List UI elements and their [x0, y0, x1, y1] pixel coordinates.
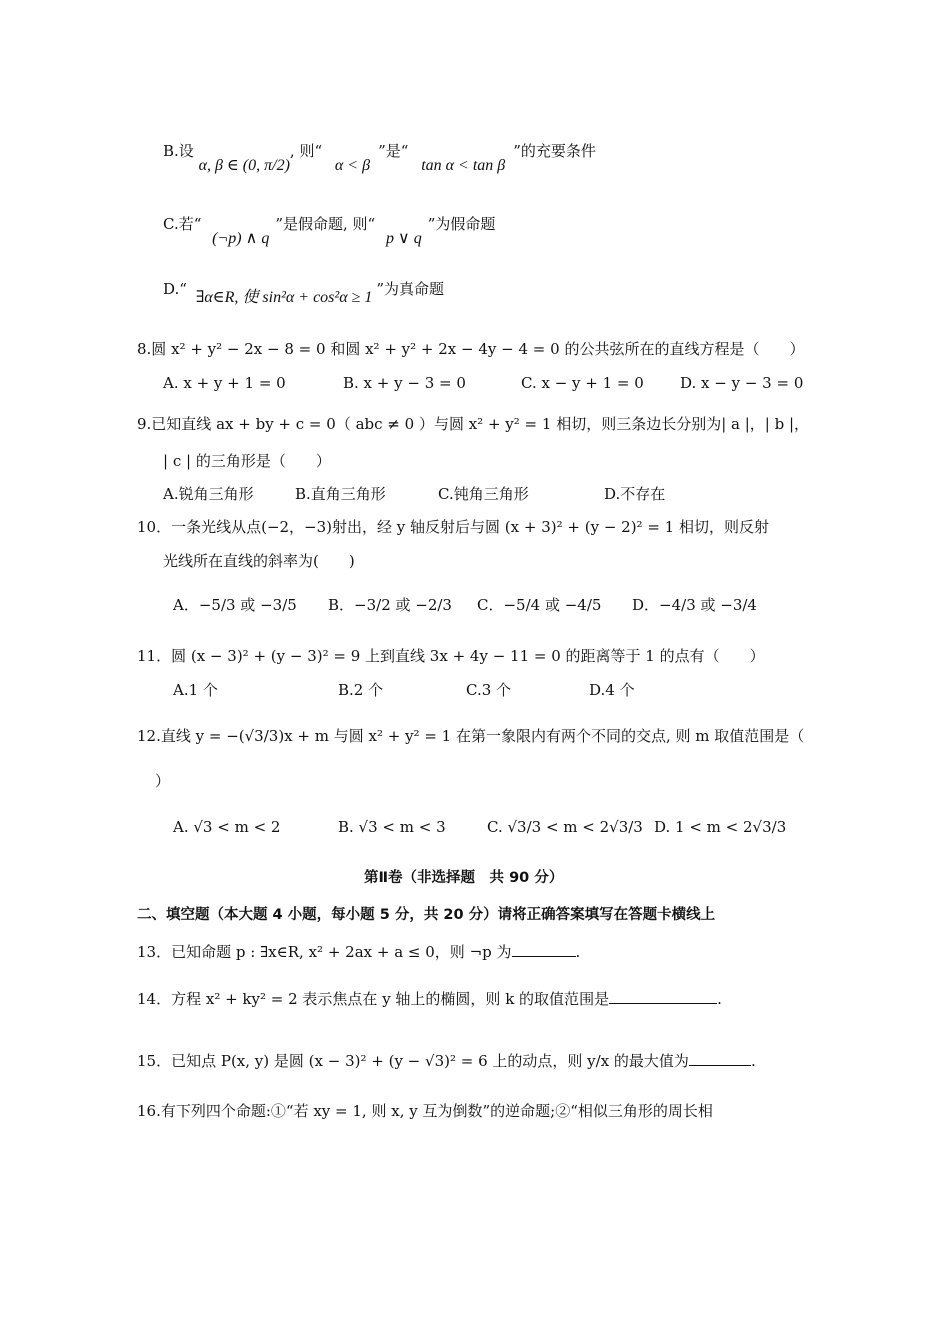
q12-option-a: A. √3 < m < 2 — [173, 818, 281, 836]
q9-option-d: D.不存在 — [604, 485, 666, 503]
q8-stem: 8.圆 x² + y² − 2x − 8 = 0 和圆 x² + y² + 2x − 4y − 4 = 0 的公共弦所在的直线方程是（ ） — [137, 340, 805, 358]
q13-prefix: 13．已知命题 p : ∃x∈R, x² + 2ax + a ≤ 0，则 ¬p 为 — [137, 943, 512, 961]
part2-title: 第Ⅱ卷（非选择题 共 90 分） — [364, 870, 564, 886]
q10-stem-line1: 10．一条光线从点(−2，−3)射出，经 y 轴反射后与圆 (x + 3)² + (y − 2)² = 1 相切，则反射 — [137, 518, 769, 536]
q7-option-b-mid2: ”是“ — [378, 142, 409, 160]
q7-option-c-math2: p ∨ q — [386, 230, 422, 247]
q14 — [137, 988, 722, 1009]
q10-option-b: B．−3/2 或 −2/3 — [328, 596, 452, 614]
q11-option-d: D.4 个 — [589, 681, 635, 699]
q7-option-c-suffix: ”为假命题 — [427, 215, 496, 233]
q9-option-a: A.锐角三角形 — [163, 485, 254, 503]
section2-heading: 二、填空题（本大题 4 小题，每小题 5 分，共 20 分）请将正确答案填写在答题卡横线上 — [137, 907, 716, 923]
q9-option-c: C.钝角三角形 — [438, 485, 529, 503]
q12-option-d: D. 1 < m < 2√3/3 — [654, 818, 787, 836]
q7-option-c-math1: (¬p) ∧ q — [212, 230, 270, 247]
q7-option-b-suffix: ”的充要条件 — [513, 142, 596, 160]
q7-option-c — [163, 213, 496, 247]
q13 — [137, 941, 580, 962]
q10-option-d: D．−4/3 或 −3/4 — [632, 596, 757, 614]
q7-option-b-math2: α < β — [334, 157, 371, 174]
q7-option-d-suffix: ”为真命题 — [376, 280, 445, 298]
q7-option-b-prefix: B.设 — [163, 142, 194, 160]
q9-stem-line1: 9.已知直线 ax + by + c = 0（ abc ≠ 0 ）与圆 x² + y² = 1 相切，则三条边长分别为| a |，| b |， — [137, 415, 810, 433]
q10-stem-line2: 光线所在直线的斜率为( ) — [163, 552, 355, 570]
q15-suffix: . — [750, 1052, 756, 1070]
q12-stem-line1: 12.直线 y = −(√3/3)x + m 与圆 x² + y² = 1 在第一象限内有两个不同的交点, 则 m 取值范围是（ — [137, 727, 805, 745]
q12-option-b: B. √3 < m < 3 — [338, 818, 446, 836]
q7-option-b-math3: tan α < tan β — [421, 157, 506, 174]
q11-stem: 11．圆 (x − 3)² + (y − 3)² = 9 上到直线 3x + 4y − 11 = 0 的距离等于 1 的点有（ ） — [137, 647, 765, 665]
q7-option-b-mid1: , 则“ — [289, 142, 323, 160]
q9-stem-line2: | c | 的三角形是（ ） — [163, 452, 331, 470]
q7-option-c-prefix: C.若“ — [163, 215, 202, 233]
q8-option-d: D. x − y − 3 = 0 — [680, 374, 804, 392]
q14-prefix: 14．方程 x² + ky² = 2 表示焦点在 y 轴上的椭圆，则 k 的取值范围是 — [137, 990, 610, 1008]
q7-option-b-math1: α, β ∈ (0, π/2) — [198, 157, 290, 174]
q10-option-c: C．−5/4 或 −4/5 — [477, 596, 602, 614]
q13-suffix: . — [575, 943, 581, 961]
q15-prefix: 15．已知点 P(x, y) 是圆 (x − 3)² + (y − √3)² = 6 上的动点，则 y/x 的最大值为 — [137, 1052, 689, 1070]
q8-option-b: B. x + y − 3 = 0 — [343, 374, 466, 392]
q11-option-b: B.2 个 — [338, 681, 384, 699]
q12-option-c: C. √3/3 < m < 2√3/3 — [487, 818, 643, 836]
q8-option-c: C. x − y + 1 = 0 — [521, 374, 644, 392]
q11-option-c: C.3 个 — [466, 681, 512, 699]
q16-text: 16.有下列四个命题:①“若 xy = 1, 则 x, y 互为倒数”的逆命题;②“相似三角形的周长相 — [137, 1102, 713, 1120]
q10-option-a: A．−5/3 或 −3/5 — [173, 596, 297, 614]
q11-option-a: A.1 个 — [173, 681, 218, 699]
q7-option-d — [163, 276, 445, 306]
q15-answer-blank[interactable] — [689, 1051, 751, 1066]
q14-answer-blank[interactable] — [609, 989, 717, 1004]
q9-option-b: B.直角三角形 — [295, 485, 386, 503]
q14-suffix: . — [717, 990, 722, 1008]
q7-option-b — [163, 140, 596, 174]
q15 — [137, 1050, 756, 1071]
q8-option-a: A. x + y + 1 = 0 — [163, 374, 286, 392]
q13-answer-blank[interactable] — [512, 942, 576, 957]
q12-stem-line2: ） — [155, 772, 171, 790]
q7-option-d-math: ∃α∈R, 使 sin²α + cos²α ≥ 1 — [195, 289, 373, 306]
q7-option-d-prefix: D.“ — [163, 280, 187, 298]
q7-option-c-mid: ”是假命题, 则“ — [275, 215, 376, 233]
